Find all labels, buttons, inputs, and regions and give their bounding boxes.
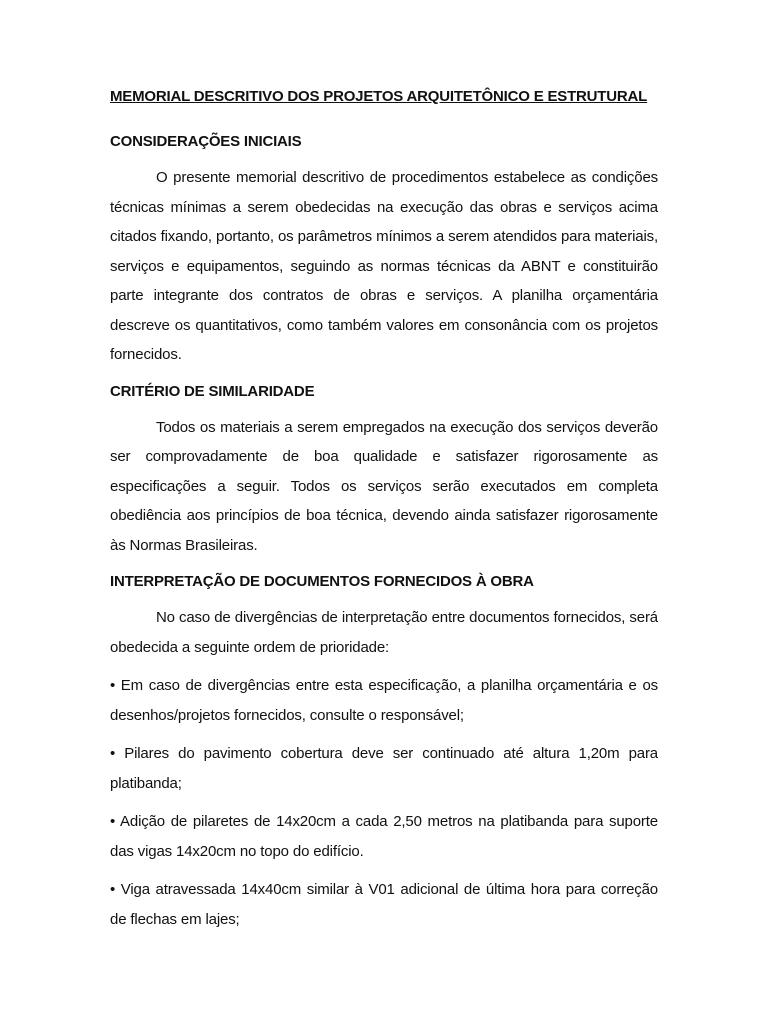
document-page [110, 84, 658, 943]
section-heading-interpretacao: INTERPRETAÇÃO DE DOCUMENTOS FORNECIDOS À OBRA [110, 573, 534, 590]
bullet-item: • Pilares do pavimento cobertura deve ser continuado até altura 1,20m para platibanda; [110, 745, 658, 792]
bullet-item: • Em caso de divergências entre esta especificação, a planilha orçamentária e os desenhos/projetos fornecidos, consulte o responsável; [110, 677, 658, 724]
section-paragraph-interpretacao: No caso de divergências de interpretação entre documentos fornecidos, será obedecida a seguinte ordem de prioridade: [110, 609, 658, 656]
section-heading-consideracoes: CONSIDERAÇÕES INICIAIS [110, 133, 302, 150]
section-paragraph-similaridade: Todos os materiais a serem empregados na execução dos serviços deverão ser comprovadamente de boa qualidade e satisfazer rigorosamente as especificações a seguir. Todos os serviços serão executados em completa obediência aos princípios de boa técnica, devendo ainda satisfazer rigorosamente às Normas Brasileiras. [110, 418, 658, 554]
section-heading-similaridade: CRITÉRIO DE SIMILARIDADE [110, 382, 315, 400]
document-title: MEMORIAL DESCRITIVO DOS PROJETOS ARQUITETÔNICO E ESTRUTURAL [110, 88, 648, 105]
bullet-item: • Adição de pilaretes de 14x20cm a cada 2,50 metros na platibanda para suporte das vigas 14x20cm no topo do edifício. [110, 813, 658, 860]
section-paragraph-consideracoes: O presente memorial descritivo de procedimentos estabelece as condições técnicas mínimas a serem obedecidas na execução das obras e serviços acima citados fixando, portanto, os parâmetros mínimos a serem atendidos para materiais, serviços e equipamentos, seguindo as normas técnicas da ABNT e constituirão parte integrante dos contratos de obras e serviços. A planilha orçamentária descreve os quantitativos, como também valores em consonância com os projetos fornecidos. [110, 169, 658, 363]
bullet-item: • Viga atravessada 14x40cm similar à V01 adicional de última hora para correção de flechas em lajes; [110, 881, 658, 928]
